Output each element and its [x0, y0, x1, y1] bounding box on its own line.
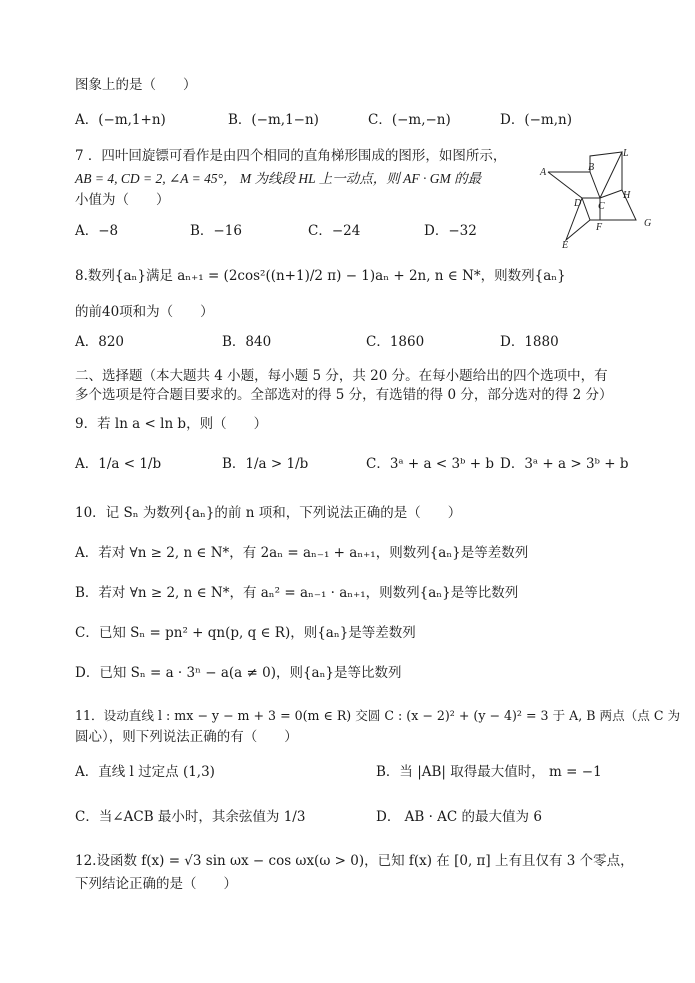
label-d: D [574, 198, 582, 209]
q10-stem: 10．记 Sₙ 为数列{aₙ}的前 n 项和，下列说法正确的是（ ） [75, 505, 462, 521]
section2-line1: 二、选择题（本大题共 4 小题，每小题 5 分，共 20 分。在每小题给出的四个选项中，有 [75, 368, 608, 384]
q7-option-d: D．−32 [424, 223, 477, 239]
q9-option-d: D．3ᵃ + a > 3ᵇ + b [500, 456, 629, 472]
label-g: G [644, 218, 652, 229]
q7-option-b: B．−16 [190, 223, 242, 239]
q6-option-a: A．(−m,1+n) [75, 112, 166, 128]
q7-line3: 小值为（ ） [75, 192, 170, 208]
q9-stem: 9．若 ln a < ln b，则（ ） [75, 416, 268, 432]
q6-option-b: B．(−m,1−n) [228, 112, 319, 128]
q7-line1: 7 ．四叶回旋镖可看作是由四个相同的直角梯形围成的图形，如图所示， [75, 148, 507, 164]
label-e: E [562, 240, 569, 250]
q9-option-a: A．1/a < 1/b [75, 456, 162, 472]
q7-option-c: C．−24 [308, 223, 361, 239]
label-a: A [540, 167, 547, 178]
q11-line1: 11．设动直线 l : mx − y − m + 3 = 0(m ∈ R) 交圆 C : (x − 2)² + (y − 4)² = 3 于 A, B 两点（点 C 为 [75, 708, 681, 723]
label-h: H [623, 190, 631, 201]
q11-option-b: B．当 |AB| 取得最大值时， m = −1 [376, 764, 602, 780]
q10-option-a: A．若对 ∀n ≥ 2, n ∈ N*，有 2aₙ = aₙ₋₁ + aₙ₊₁，则数列{aₙ}是等差数列 [75, 545, 529, 561]
q11-line2: 圆心），则下列说法正确的有（ ） [75, 729, 298, 745]
q6-option-d: D．(−m,n) [500, 112, 572, 128]
q8-option-c: C．1860 [366, 334, 425, 350]
label-c: C [598, 201, 605, 212]
q7-line2: AB = 4, CD = 2, ∠A = 45°， M 为线段 HL 上一动点，则 AF · GM 的最 [75, 171, 482, 186]
label-l: L [623, 148, 629, 159]
q11-option-a: A．直线 l 过定点 (1,3) [75, 764, 215, 780]
q8-option-a: A．820 [75, 334, 125, 350]
q12-line1: 12.设函数 f(x) = √3 sin ωx − cos ωx(ω > 0)，已知 f(x) 在 [0, π] 上有且仅有 3 个零点， [75, 853, 634, 869]
label-f: F [596, 222, 603, 233]
section2-line2: 多个选项是符合题目要求的。全部选对的得 5 分，有选错的得 0 分，部分选对的得 2 分） [75, 387, 613, 403]
q9-option-c: C．3ᵃ + a < 3ᵇ + b [366, 456, 494, 472]
q8-option-b: B．840 [222, 334, 272, 350]
q6-option-c: C．(−m,−n) [368, 112, 451, 128]
q10-option-b: B．若对 ∀n ≥ 2, n ∈ N*，有 aₙ² = aₙ₋₁ · aₙ₊₁，则数列{aₙ}是等比数列 [75, 585, 519, 601]
q6-stem-tail: 图象上的是（ ） [75, 77, 197, 93]
q9-option-b: B．1/a > 1/b [222, 456, 309, 472]
label-b: B [588, 162, 595, 173]
q11-option-c: C．当∠ACB 最小时，其余弦值为 1/3 [75, 809, 306, 825]
q10-option-c: C．已知 Sₙ = pn² + qn(p, q ∈ R)，则{aₙ}是等差数列 [75, 625, 416, 641]
q7-option-a: A．−8 [75, 223, 119, 239]
q8-option-d: D．1880 [500, 334, 559, 350]
q8-line1: 8.数列{aₙ}满足 aₙ₊₁ = (2cos²((n+1)/2 π) − 1)aₙ + 2n, n ∈ N*，则数列{aₙ} [75, 268, 566, 284]
q11-option-d: D． AB · AC 的最大值为 6 [376, 809, 542, 825]
q8-line2: 的前40项和为（ ） [75, 304, 214, 320]
q10-option-d: D．已知 Sₙ = a · 3ⁿ − a(a ≠ 0)，则{aₙ}是等比数列 [75, 665, 402, 681]
q12-line2: 下列结论正确的是（ ） [75, 876, 237, 892]
boomerang-figure [536, 146, 662, 250]
